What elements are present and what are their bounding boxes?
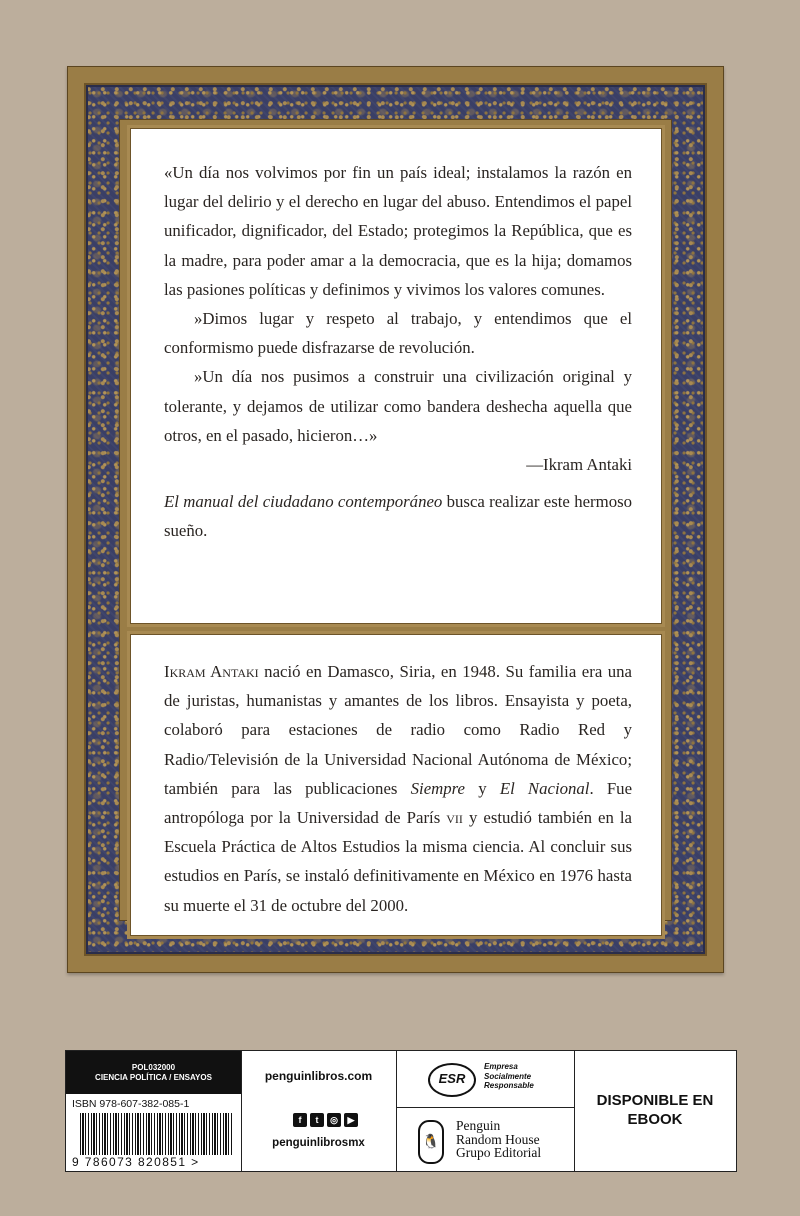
twitter-icon: t (310, 1113, 324, 1127)
publisher-column (396, 1051, 575, 1171)
quote-paragraph-3: »Un día nos pusimos a construir una civilización original y tolerante, y dejamos de utilizar como bandera deshecha aquella que otros, en el pasado, hicieron…» (164, 367, 632, 445)
publisher-divider (396, 1107, 574, 1108)
quote-signature: —Ikram Antaki (526, 455, 632, 475)
esr-line-3: Responsable (484, 1081, 534, 1090)
quote-paragraph-1: «Un día nos volvimos por fin un país ideal; instalamos la razón en lugar del delirio y el derecho en lugar del abuso. Entendimos el papel unificador, dignificador, del Estado; protegimos la República, que es la madre, para poder amar a la democracia, que es la hija; domamos las pasiones políticas y definimos y vivimos los valores comunes. (164, 163, 632, 299)
isbn-column (66, 1051, 242, 1171)
esr-line-2: Socialmente (484, 1071, 532, 1081)
bio-paragraph (164, 657, 632, 920)
ebook-line-1: DISPONIBLE EN (596, 1092, 714, 1109)
quote-block (164, 158, 632, 546)
category-label: CIENCIA POLÍTICA / ENSAYOS (95, 1073, 212, 1082)
barcode (80, 1113, 234, 1155)
facebook-icon: f (293, 1113, 307, 1127)
esr-label (484, 1062, 534, 1091)
social-icons (293, 1113, 358, 1127)
ebook-column (574, 1051, 736, 1171)
esr-line-1: Empresa (484, 1062, 518, 1071)
roman-numeral: vii (446, 808, 463, 828)
book-tagline: busca realizar este hermoso sueño. (164, 492, 633, 541)
bio-text-3: y estudió también en la Escuela Práctica de Altos Estudios la misma ciencia. Al concluir sus estudios en París, se instaló definitivamente en México en 1976 hasta su muerte el 31 de octubre del 2000. (164, 808, 632, 915)
publication-siempre: Siempre (410, 778, 466, 798)
instagram-icon: ◎ (327, 1113, 341, 1127)
barcode-number: 9 786073 820851 > (72, 1155, 200, 1169)
back-cover-footer (65, 1050, 737, 1172)
web-column (241, 1051, 397, 1171)
youtube-icon: ▶ (344, 1113, 358, 1127)
isbn-text: ISBN 978-607-382-085-1 (72, 1098, 190, 1110)
ebook-line-2: EBOOK (627, 1111, 683, 1128)
publisher-line-2: Random House (456, 1131, 540, 1147)
book-sentence (164, 487, 632, 545)
esr-logo: ESR (428, 1063, 476, 1097)
quote-paragraph-2: »Dimos lugar y respeto al trabajo, y entendimos que el conformismo puede disfrazarse de revolución. (164, 309, 632, 358)
publisher-name (456, 1119, 541, 1160)
social-handle: penguinlibrosmx (272, 1137, 365, 1149)
publisher-line-3: Grupo Editorial (456, 1145, 542, 1160)
ebook-availability (574, 1091, 736, 1129)
publication-el-nacional: El Nacional (499, 778, 590, 798)
category-code: POL032000 (131, 1063, 176, 1072)
author-name: Ikram Antaki (164, 662, 259, 681)
bio-text-1: nació en Damasco, Siria, en 1948. Su familia era una de juristas, humanistas y amantes de los libros. Ensayista y poeta, colaboró para estaciones de radio como Radio Red y Radio/Televisión de la Universidad Nacional Autónoma de México; también para las publicaciones (164, 662, 632, 798)
book-title: El manual del ciudadano contemporáneo (164, 492, 443, 512)
publisher-line-1: Penguin (456, 1118, 501, 1133)
penguin-logo-icon: 🐧 (418, 1120, 444, 1164)
category-box (66, 1051, 241, 1094)
author-bio (164, 657, 632, 920)
bio-text-2: . Fue antropóloga por la Universidad de París (164, 778, 633, 828)
website-link[interactable]: penguinlibros.com (264, 1069, 373, 1083)
bio-and: y (465, 778, 500, 798)
